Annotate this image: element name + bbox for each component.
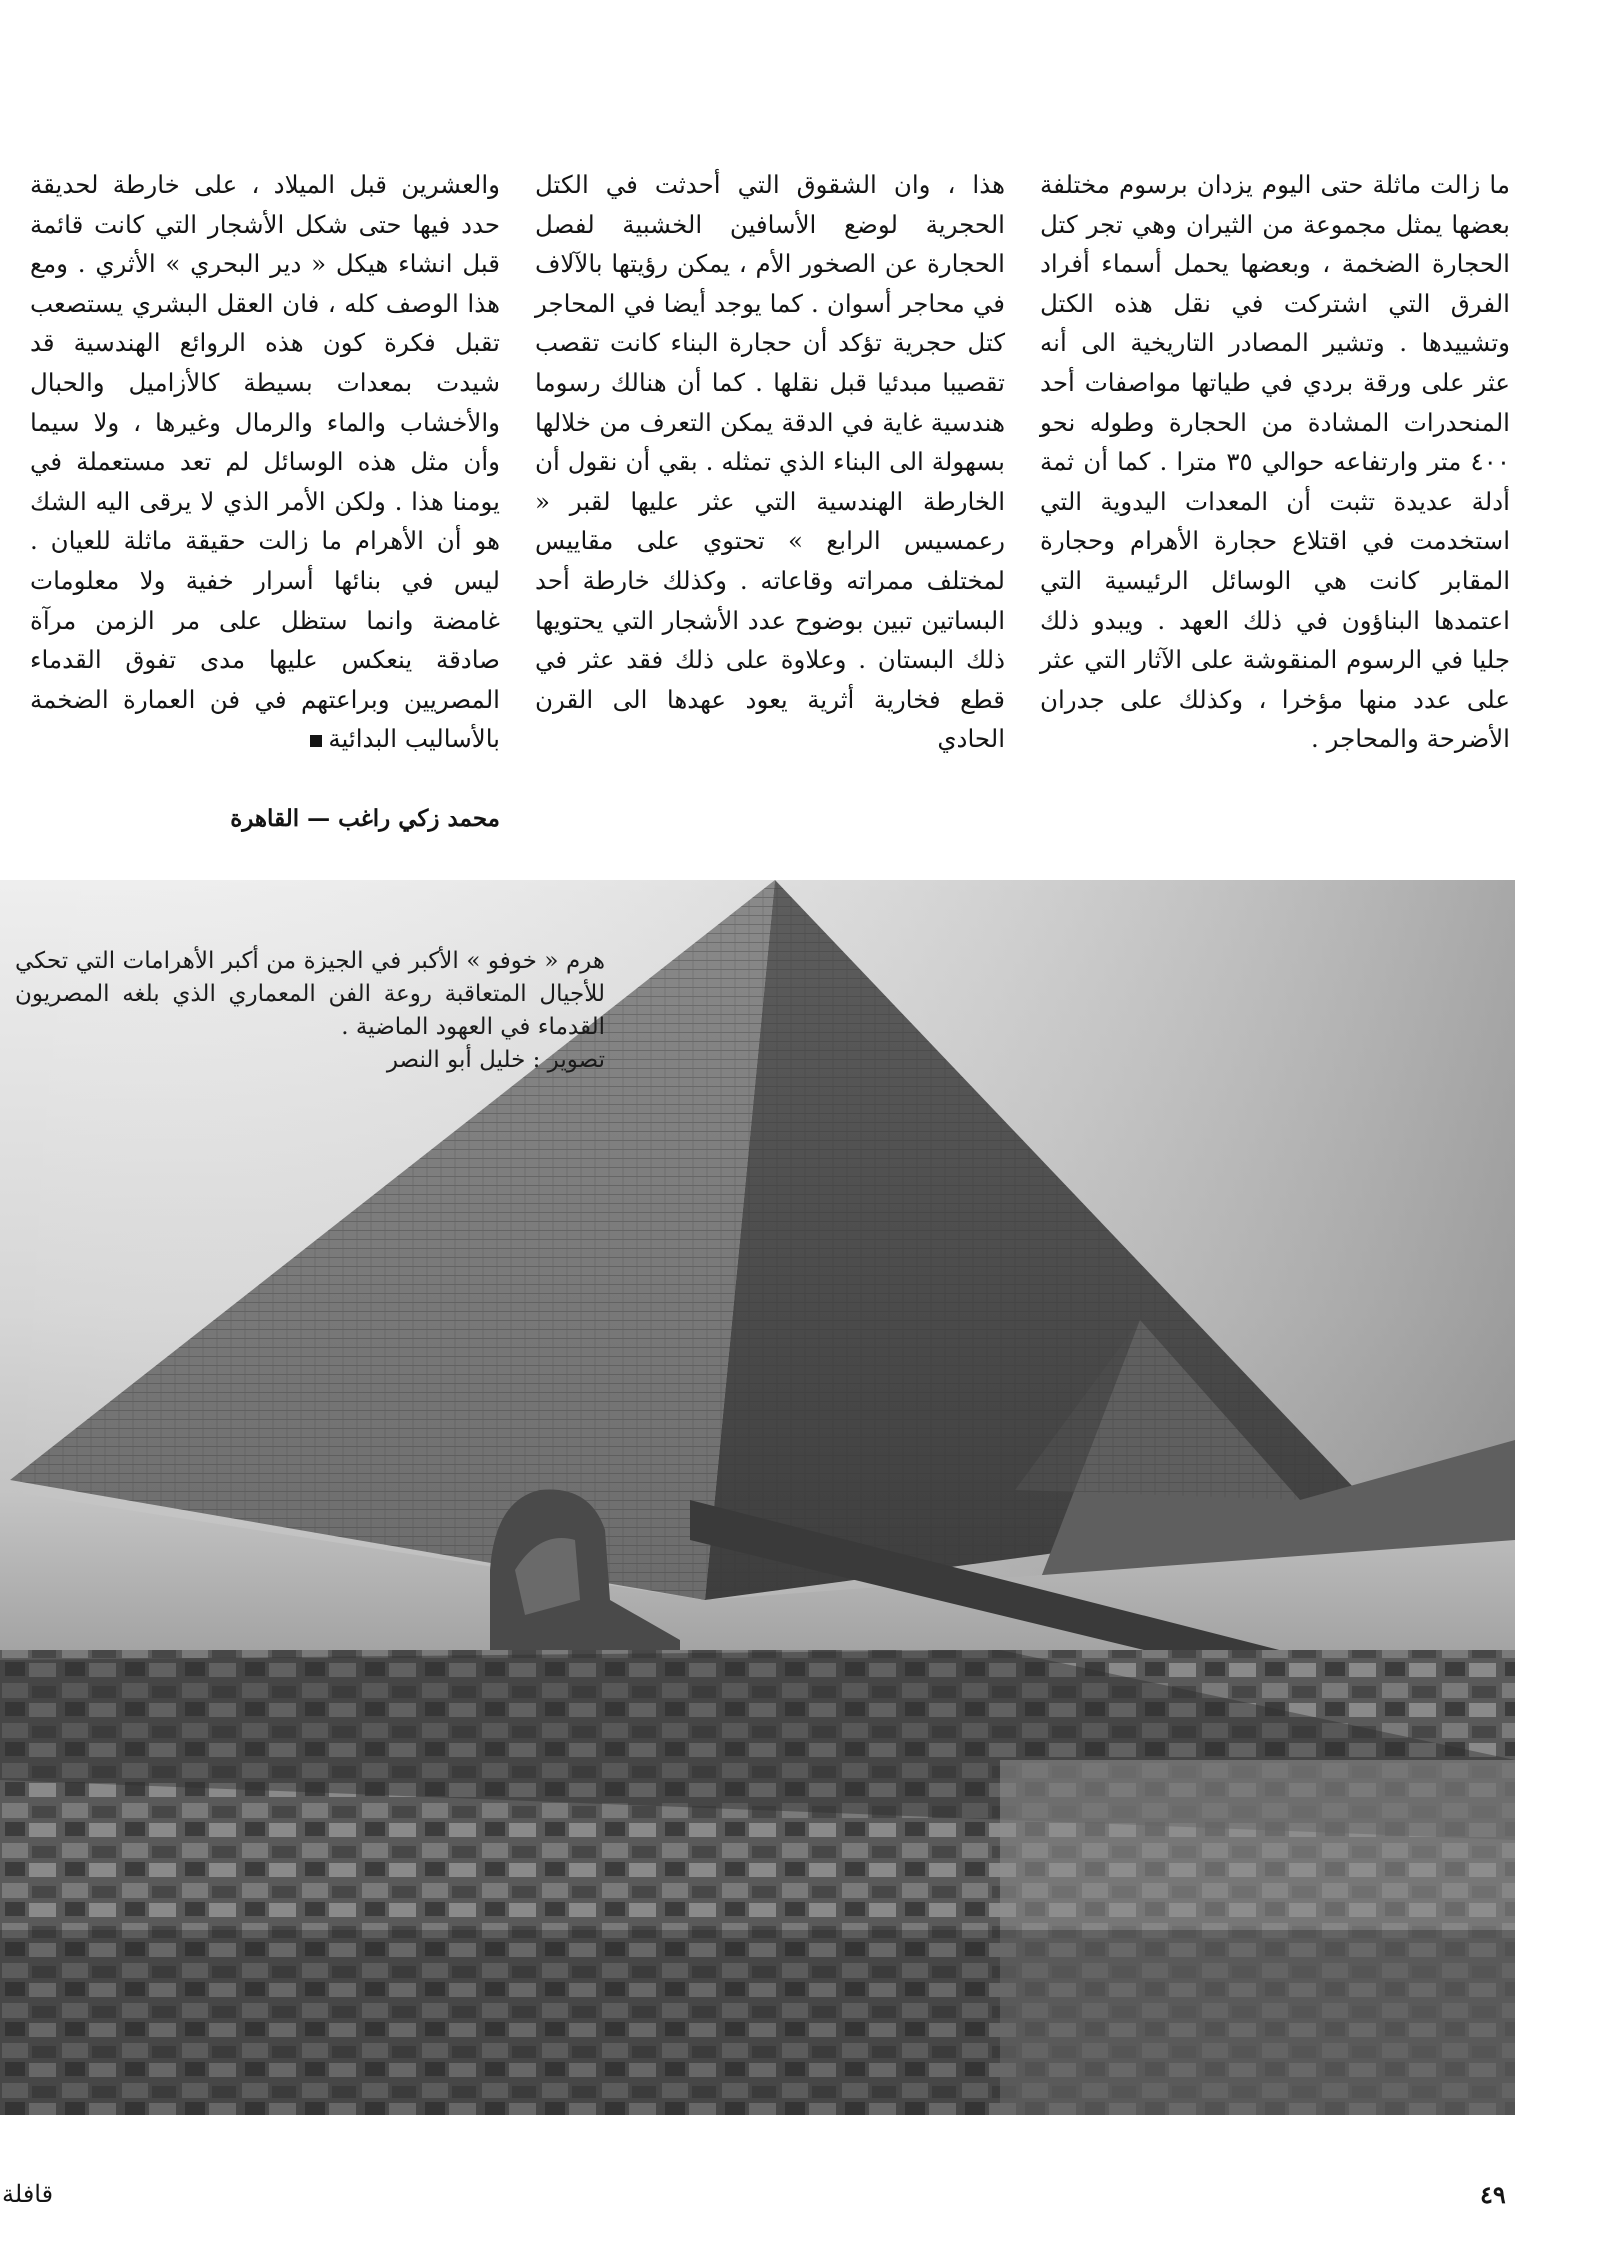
article-column-right: ما زالت ماثلة حتى اليوم يزدان برسوم مختلفة بعضها يمثل مجموعة من الثيران وهي تجر كتل الحجارة الضخمة ، وبعضها يحمل أسماء أفراد الفرق التي اشتركت في نقل هذه الكتل وتشييدها . وتشير المصادر التاريخية الى أنه عثر على ورقة بردي في طياتها مواصفات أحد المنحدرات المشادة من الحجارة وطوله نحو ٤٠٠ متر وارتفاعه حوالي ٣٥ مترا . كما أن ثمة أدلة عديدة تثبت أن المعدات اليدوية التي استخدمت في اقتلاع حجارة الأهرام وحجارة المقابر كانت هي الوسائل الرئيسية التي اعتمدها البناؤون في ذلك العهد . ويبدو ذلك جليا في الرسوم المنقوشة على الآثار التي عثر على عدد منها مؤخرا ، وكذلك على جدران الأضرحة والمحاجر . bbox=[1040, 170, 1510, 754]
author-byline: محمد زكي راغب — القاهرة bbox=[230, 805, 500, 832]
article-column-left-text: والعشرين قبل الميلاد ، على خارطة لحديقة حدد فيها حتى شكل الأشجار التي كانت قائمة قبل انشاء هيكل « دير البحري » الأثري . ومع هذا الوصف كله ، فان العقل البشري يستصعب تقبل فكرة كون هذه الروائع الهندسية قد شيدت بمعدات بسيطة كالأزاميل والحبال والأخشاب والماء والرمال وغيرها ، ولا سيما وأن مثل هذه الوسائل لم تعد مستعملة في يومنا هذا . ولكن الأمر الذي لا يرقى اليه الشك هو أن الأهرام ما زالت حقيقة ماثلة للعيان . ليس في بنائها أسرار خفية ولا معلومات غامضة وانما ستظل على مر الزمن مرآة صادقة ينعكس عليها مدى تفوق القدماء المصريين وبراعتهم في فن العمارة الضخمة بالأساليب البدائية bbox=[30, 170, 500, 754]
page-number: ٤٩ bbox=[1480, 2180, 1506, 2209]
magazine-name: قافلة bbox=[2, 2180, 54, 2208]
photo-caption bbox=[15, 945, 605, 1077]
article-column-left bbox=[30, 165, 500, 759]
end-of-article-mark bbox=[310, 735, 322, 747]
photo-credit: تصوير : خليل أبو النصر bbox=[386, 1047, 605, 1073]
article-column-middle: هذا ، وان الشقوق التي أحدثت في الكتل الحجرية لوضع الأسافين الخشبية لفصل الحجارة عن الصخور الأم ، يمكن رؤيتها بالآلاف في محاجر أسوان . كما يوجد أيضا في المحاجر كتل حجرية تؤكد أن حجارة البناء كانت تقصب تقصيبا مبدئيا قبل نقلها . كما أن هنالك رسوما هندسية غاية في الدقة يمكن التعرف من خلالها بسهولة الى البناء الذي تمثله . بقي أن نقول أن الخارطة الهندسية التي عثر عليها لقبر « رعمسيس الرابع » تحتوي على مقاييس لمختلف ممراته وقاعاته . وكذلك خارطة أحد البساتين تبين بوضوح عدد الأشجار التي يحتويها ذلك البستان . وعلاوة على ذلك فقد عثر في قطع فخارية أثرية يعود عهدها الى القرن الحادي bbox=[535, 170, 1005, 754]
photo-caption-text: هرم « خوفو » الأكبر في الجيزة من أكبر الأهرامات التي تحكي للأجيال المتعاقبة روعة الفن المعماري الذي بلغه المصريون القدماء في العهود الماضية . bbox=[15, 948, 605, 1040]
